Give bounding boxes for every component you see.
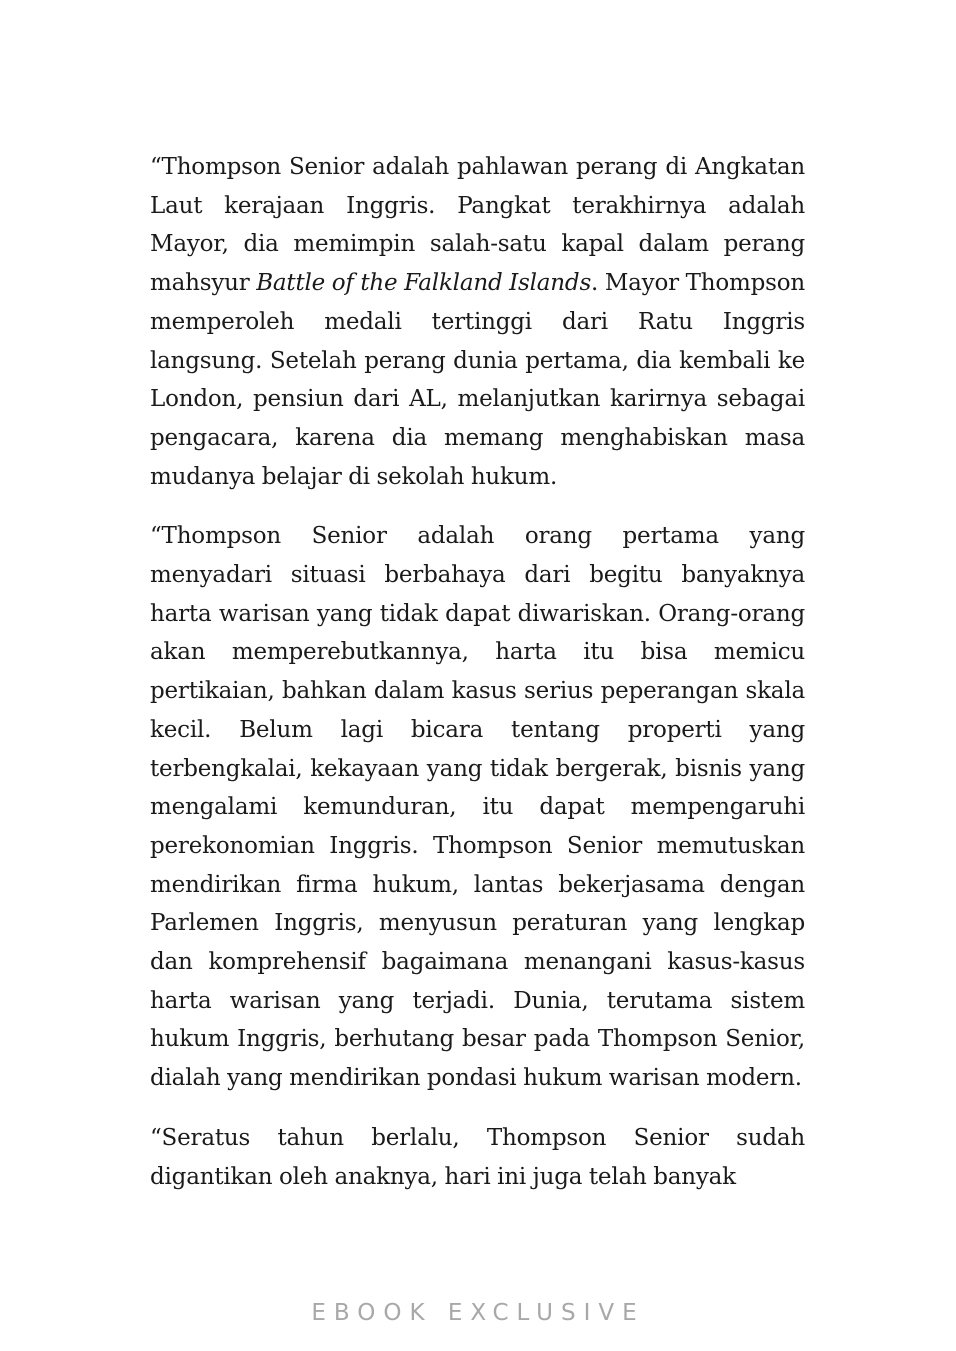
ebook-exclusive-footer: EBOOK EXCLUSIVE: [311, 1300, 645, 1326]
paragraph-1-text-after: . Mayor Thompson memperoleh medali tertinggi dari Ratu Inggris langsung. Setelah perang dunia pertama, dia kembali ke London, pensiun dari AL, melanjutkan karirnya sebagai pengacara, karena dia memang menghabiskan masa mudanya belajar di sekolah hukum.: [150, 270, 805, 490]
paragraph-1-italic-title: Battle of the Falkland Islands: [256, 270, 592, 297]
page-body: [150, 148, 805, 1217]
paragraph-1-text-before: “Thompson Senior adalah pahlawan perang di Angkatan Laut kerajaan Inggris. Pangkat terakhirnya adalah Mayor, dia memimpin salah-satu kapal dalam perang mahsyur: [150, 154, 805, 297]
paragraph-2: “Thompson Senior adalah orang pertama yang menyadari situasi berbahaya dari begitu banyaknya harta warisan yang tidak dapat diwariskan. Orang-orang akan memperebutkannya, harta itu bisa memicu pertikaian, bahkan dalam kasus serius peperangan skala kecil. Belum lagi bicara tentang properti yang terbengkalai, kekayaan yang tidak bergerak, bisnis yang mengalami kemunduran, itu dapat mempengaruhi perekonomian Inggris. Thompson Senior memutuskan mendirikan firma hukum, lantas bekerjasama dengan Parlemen Inggris, menyusun peraturan yang lengkap dan komprehensif bagaimana menangani kasus-kasus harta warisan yang terjadi. Dunia, terutama sistem hukum Inggris, berhutang besar pada Thompson Senior, dialah yang mendirikan pondasi hukum warisan modern.: [150, 523, 805, 1092]
paragraph-1: [150, 148, 805, 496]
paragraph-3: “Seratus tahun berlalu, Thompson Senior sudah digantikan oleh anaknya, hari ini juga telah banyak: [150, 1124, 805, 1190]
